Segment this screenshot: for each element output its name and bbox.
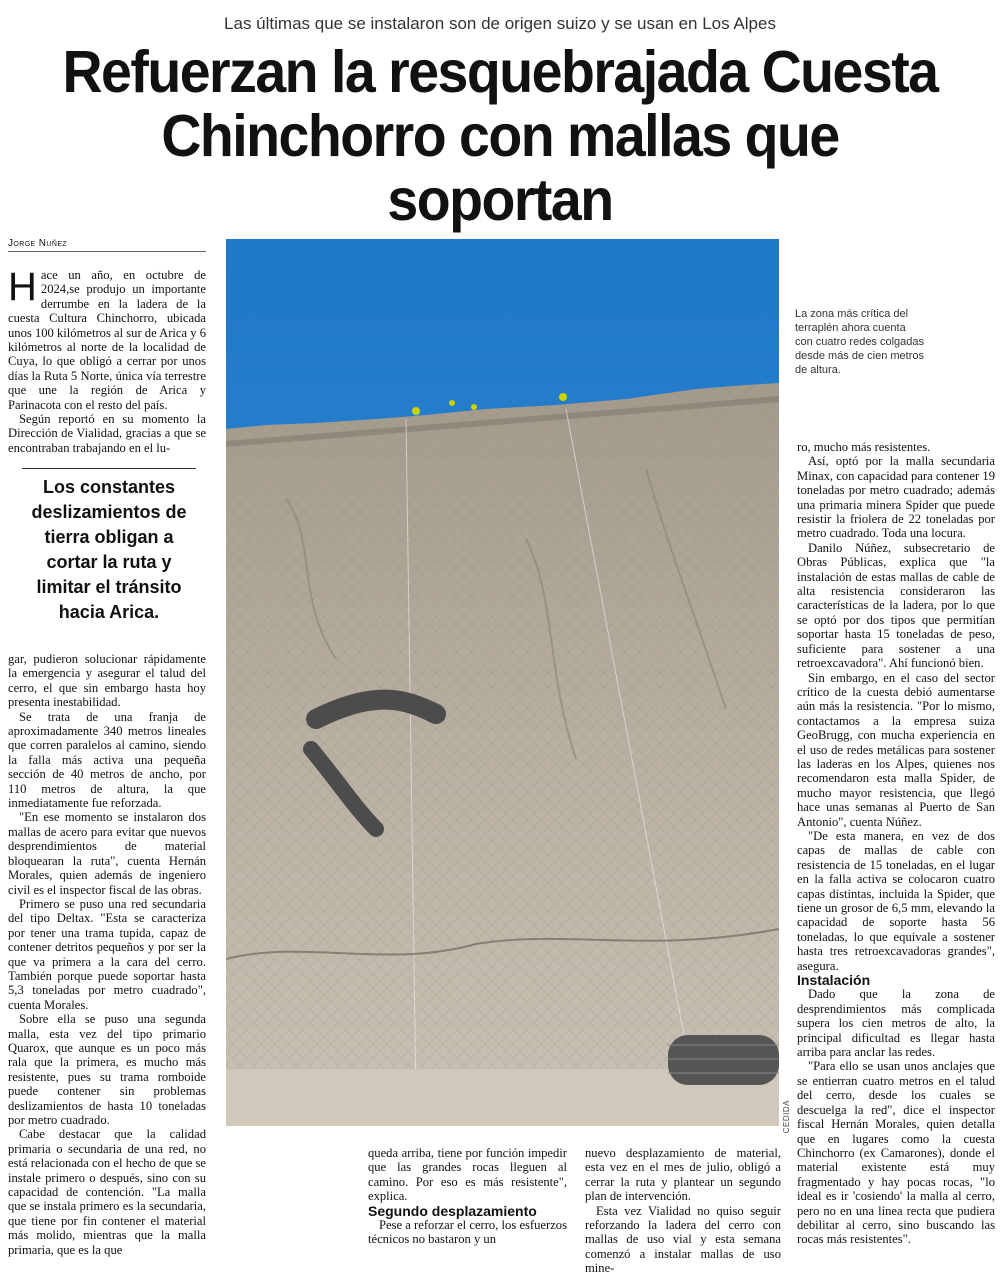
paragraph: gar, pudieron solucionar rápidamente la emergencia y asegurar el talud del cerro, el que sin embargo hasta hoy presenta inestabilidad. <box>8 652 206 710</box>
paragraph: ro, mucho más resistentes. <box>797 440 931 454</box>
pull-quote: Los constantes deslizamientos de tierra obligan a cortar la ruta y limitar el tránsito hacia Arica. <box>22 468 196 625</box>
paragraph: "En ese momento se instalaron dos mallas de acero para evitar que nuevos desprendimientos de material bloquearan la ruta", cuenta Hernán Morales, quien además de ingeniero civil es el inspector fiscal de las obras. <box>8 810 206 897</box>
subhead: Instalación <box>797 972 871 989</box>
column-1-top <box>8 265 206 455</box>
photo-credit: CEDIDA <box>782 1100 791 1134</box>
column-3-bottom <box>585 1146 781 1276</box>
paragraph: Se trata de una franja de aproximadamente 340 metros lineales que corren paralelos al camino, siendo la falla más activa una pequeña sección de 40 metros de ancho, por 110 metros de altura, la que inmediatamente fue reforzada. <box>8 709 206 811</box>
paragraph: Sin embargo, en el caso del sector crítico de la cuesta debió aumentarse aún más la resistencia. "Por lo mismo, contactamos a la empresa suiza GeoBrugg, con mucha experiencia en el uso de redes metálicas para sostener las laderas en los Alpes, quienes nos recomendaron esta malla Spider, de mucho mayor resistencia, que llegó hace unas semanas al Puerto de San Antonio", cuenta Núñez. <box>797 670 995 829</box>
photo-image <box>226 239 779 1126</box>
paragraph: nuevo desplazamiento de material, esta vez en el mes de julio, obligó a cerrar la ruta y plantear un segundo plan de intervención. <box>585 1146 781 1204</box>
paragraph: Dado que la zona de desprendimientos más complicada supera los cien metros de alto, la principal dificultad es llegar hasta arriba para anclar las redes. <box>797 987 995 1060</box>
cliff-photo <box>226 239 779 1126</box>
lead-paragraph: Hace un año, en octubre de 2024,se produjo un importante derrumbe en la ladera de la cuesta Cultura Chinchorro, ubicada unos 100 kilómetros al sur de Arica y 6 kilómetros al norte de la localidad de Cuya, lo que obligó a cerrar por unos días la Ruta 5 Norte, única vía terrestre que une la región de Arica y Parinacota con el resto del país. <box>8 265 206 412</box>
paragraph: "De esta manera, en vez de dos capas de mallas de cable con resistencia de 15 toneladas, en el lugar en la falla activa se colocaron cuatro capas distintas, incluida la Spider, que tiene un grosor de 6,5 mm, elevando la capacidad de soporte hasta 56 toneladas, lo que equivale a sostener hasta tres retroexcavadoras grandes", asegura. <box>797 828 995 973</box>
column-4 <box>797 440 995 1247</box>
paragraph: Danilo Núñez, subsecretario de Obras Públicas, explica que "la instalación de estas mallas de cable de alta resistencia consideraron las características de la ladera, por lo que se optó por dos tipos que permitían soportar hasta 15 toneladas de peso, suficiente para sostener a una retroexcavadora". Ahí funcionó bien. <box>797 540 995 671</box>
paragraph: "Para ello se usan unos anclajes que se entierran cuatro metros en el talud del cerro, desde los cuales se descuelga la red", dice el inspector fiscal Hernán Morales, quien detalla que en lugares como la cuesta Chinchorro (ex Camarones), donde el material existente está muy fragmentado y hay pocas rocas, "lo ideal es ir 'cosiendo' la malla al cerro, pero no en una línea recta que pudiera debilitar al cerro, sino buscando las rocas más resistentes". <box>797 1059 995 1247</box>
paragraph: Primero se puso una red secundaria del tipo Deltax. "Esta se caracteriza por tener una trama tupida, capaz de contener detritos pequeños y por ser la que va primera a la cara del cerro. También porque puede soportar hasta 5,3 toneladas por metro cuadrado", cuenta Morales. <box>8 896 206 1012</box>
paragraph: Pese a reforzar el cerro, los esfuerzos técnicos no bastaron y un <box>368 1218 567 1247</box>
paragraph: Sobre ella se puso una segunda malla, esta vez del tipo primario Quarox, que aunque es un poco más rala que la primera, es mucho más resistente, pues su trama romboide puede contener sin problemas deslizamientos de hasta 10 toneladas por metro cuadrado. <box>8 1012 206 1127</box>
column-1-bottom <box>8 652 206 1257</box>
paragraph: Cabe destacar que la calidad primaria o secundaria de una red, no está relacionada con el hecho de que se instale primero o después, sino con su capacidad de contención. "La malla que se instala primero es la secundaria, que tiene por fin contener el material más molido, mientras que la malla primaria, que es la que <box>8 1127 206 1257</box>
headline-line-1: Refuerzan la resquebrajada Cuesta <box>62 39 938 105</box>
paragraph: queda arriba, tiene por función impedir que las grandes rocas lleguen al camino. Por eso es más resistente", explica. <box>368 1146 567 1204</box>
kicker: Las últimas que se instalaron son de origen suizo y se usan en Los Alpes <box>224 14 776 33</box>
headline-line-2: Chinchorro con mallas que soportan <box>161 103 839 233</box>
photo-caption: La zona más crítica del terraplén ahora cuenta con cuatro redes colgadas desde más de cien metros de altura. <box>795 308 925 376</box>
paragraph: Así, optó por la malla secundaria Minax, con capacidad para contener 19 toneladas por metro cuadrado; además una primaria minera Spider que puede resistir la friolera de 22 toneladas por metro cuadrado. Toda una locura. <box>797 454 995 541</box>
column-2-bottom <box>368 1146 567 1247</box>
paragraph: Según reportó en su momento la Dirección de Vialidad, gracias a que se encontraban trabajando en el lu- <box>8 412 206 455</box>
byline: Jorge Nuñez <box>8 238 206 252</box>
drop-cap: H <box>8 265 37 309</box>
subhead: Segundo desplazamiento <box>368 1202 537 1219</box>
paragraph: Esta vez Vialidad no quiso seguir reforzando la ladera del cerro con mallas de uso vial y esta semana comenzó a instalar mallas de uso mine- <box>585 1203 781 1276</box>
